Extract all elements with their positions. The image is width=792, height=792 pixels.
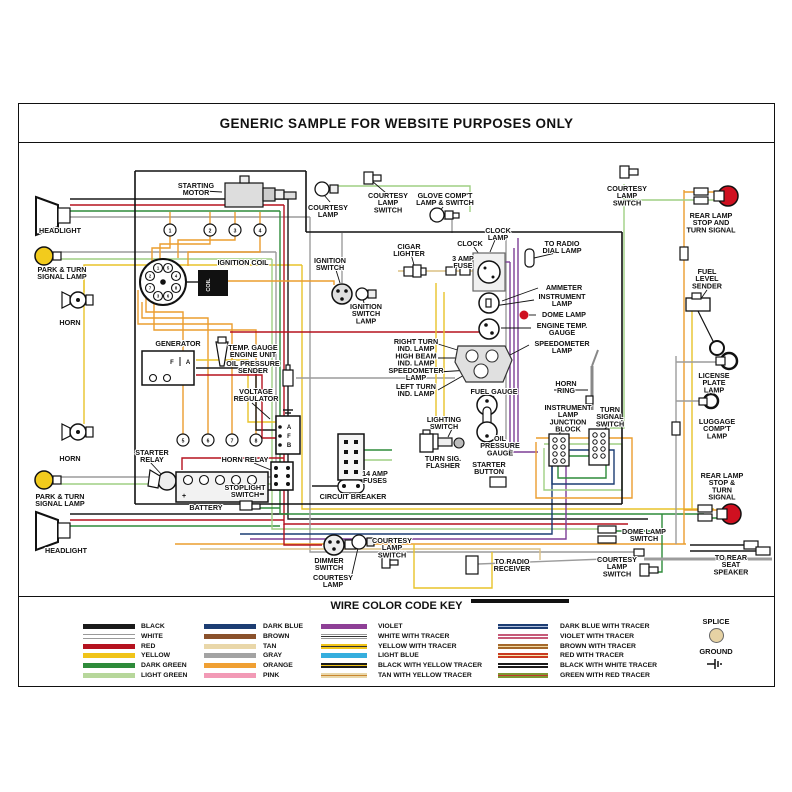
key-swatch-label: WHITE bbox=[141, 633, 163, 641]
label-lighting-switch: LIGHTING SWITCH bbox=[426, 415, 462, 432]
key-row bbox=[204, 661, 303, 671]
splice-label: SPLICE bbox=[702, 617, 730, 626]
page-title: GENERIC SAMPLE FOR WEBSITE PURPOSES ONLY bbox=[219, 115, 574, 131]
key-swatch bbox=[498, 644, 548, 649]
key-row bbox=[83, 641, 187, 651]
key-swatch bbox=[321, 653, 367, 658]
part: 2 bbox=[208, 228, 212, 235]
ground-icon bbox=[706, 657, 726, 671]
key-row bbox=[83, 661, 187, 671]
label-generator: GENERATOR bbox=[155, 339, 201, 348]
key-row bbox=[204, 641, 303, 651]
key-swatch bbox=[321, 624, 367, 629]
label-horn-relay: HORN RELAY bbox=[221, 455, 269, 464]
label-horn-bottom: HORN bbox=[59, 454, 81, 463]
key-swatch-label: GREEN WITH RED TRACER bbox=[560, 671, 650, 679]
part: 3 bbox=[156, 293, 160, 299]
key-row bbox=[204, 632, 303, 642]
part: 2 bbox=[148, 273, 152, 279]
part: F bbox=[287, 434, 291, 440]
key-swatch bbox=[204, 634, 256, 639]
label-park-turn-lamp-bottom: PARK & TURN SIGNAL LAMP bbox=[35, 492, 85, 509]
key-swatch-label: PINK bbox=[263, 671, 280, 679]
part: 8 bbox=[254, 438, 258, 445]
key-swatch-label: BLACK WITH YELLOW TRACER bbox=[378, 662, 483, 670]
diagram-frame bbox=[18, 103, 775, 687]
key-swatch bbox=[498, 673, 548, 678]
label-horn-ring: HORN RING bbox=[555, 379, 577, 396]
key-row bbox=[498, 661, 657, 671]
key-row bbox=[321, 651, 482, 661]
label-headlight-top: HEADLIGHT bbox=[39, 226, 81, 235]
key-swatch bbox=[498, 634, 548, 639]
label-ignition-coil: IGNITION COIL bbox=[217, 258, 269, 267]
coil-text: COIL bbox=[206, 278, 212, 292]
key-swatch bbox=[498, 653, 548, 658]
key-row bbox=[321, 661, 482, 671]
label-dimmer-switch: DIMMER SWITCH bbox=[314, 556, 344, 573]
part: 7 bbox=[148, 285, 152, 291]
part: 7 bbox=[230, 438, 234, 445]
label-engine-temp-gauge: ENGINE TEMP. GAUGE bbox=[536, 321, 588, 338]
label-turn-sig-flasher: TURN SIG. FLASHER bbox=[424, 454, 462, 471]
key-swatch bbox=[83, 663, 135, 668]
key-swatch bbox=[498, 663, 548, 668]
key-swatch-label: YELLOW WITH TRACER bbox=[378, 642, 457, 650]
key-row bbox=[321, 670, 482, 680]
title-bar bbox=[19, 104, 774, 143]
label-left-turn-ind-lamp: LEFT TURN IND. LAMP bbox=[396, 382, 436, 399]
key-swatch-label: GRAY bbox=[263, 652, 283, 660]
label-temp-gauge-engine-unit: TEMP. GAUGE ENGINE UNIT bbox=[228, 343, 278, 360]
part: 5 bbox=[166, 265, 170, 271]
key-swatch-label: WHITE WITH TRACER bbox=[378, 633, 450, 641]
label-rear-lamp-stop-turn-bottom: REAR LAMP STOP & TURN SIGNAL bbox=[700, 471, 744, 502]
part: 4 bbox=[258, 228, 262, 235]
key-swatch bbox=[498, 624, 548, 629]
label-starting-motor: STARTING MOTOR bbox=[177, 181, 215, 198]
part: A bbox=[185, 360, 191, 366]
key-swatch bbox=[83, 634, 135, 639]
key-row bbox=[498, 622, 657, 632]
label-ignition-switch-lamp: IGNITION SWITCH LAMP bbox=[350, 302, 382, 326]
key-swatch-label: DARK BLUE WITH TRACER bbox=[560, 623, 650, 631]
label-clock: CLOCK bbox=[457, 239, 483, 248]
label-courtesy-lamp-switch-top: COURTESY LAMP SWITCH bbox=[368, 191, 408, 215]
label-fuel-gauge: FUEL GAUGE bbox=[470, 387, 518, 396]
label-courtesy-lamp-top: COURTESY LAMP bbox=[308, 203, 348, 220]
key-swatch bbox=[321, 644, 367, 649]
label-courtesy-lamp-bottom: COURTESY LAMP bbox=[313, 573, 353, 590]
key-row bbox=[83, 651, 187, 661]
label-cluster-indicator-lamps: RIGHT TURN IND. LAMP HIGH BEAM IND. LAMP SPEEDOMETER LAMP bbox=[388, 337, 444, 382]
label-fuse-3amp: 3 AMP FUSE bbox=[452, 254, 474, 271]
label-rear-lamp-stop-turn-top: REAR LAMP STOP AND TURN SIGNAL bbox=[686, 211, 736, 235]
key-row bbox=[83, 622, 187, 632]
label-starter-button: STARTER BUTTON bbox=[472, 460, 506, 477]
label-to-radio-receiver: TO RADIO RECEIVER bbox=[493, 557, 531, 574]
part: 8 bbox=[174, 285, 178, 291]
key-row bbox=[498, 670, 657, 680]
label-to-rear-seat-speaker: TO REAR SEAT SPEAKER bbox=[713, 553, 749, 577]
key-swatch-label: VIOLET bbox=[378, 623, 403, 631]
splice-ground-legend bbox=[671, 617, 761, 671]
key-column-2 bbox=[204, 622, 303, 680]
key-swatch-label: BLACK bbox=[141, 623, 165, 631]
part: 3 bbox=[233, 228, 237, 235]
label-starter-relay: STARTER RELAY bbox=[135, 448, 169, 465]
key-swatch bbox=[204, 653, 256, 658]
key-swatch bbox=[321, 673, 367, 678]
label-dome-lamp: DOME LAMP bbox=[542, 310, 586, 319]
key-swatch-label: BLACK WITH WHITE TRACER bbox=[560, 662, 658, 670]
label-glove-compt-lamp-switch: GLOVE COMP'T LAMP & SWITCH bbox=[416, 191, 474, 208]
part: 6 bbox=[166, 293, 170, 299]
key-swatch-label: TAN bbox=[263, 642, 277, 650]
key-row bbox=[83, 632, 187, 642]
ground-label: GROUND bbox=[699, 647, 733, 656]
label-instrument-lamp: INSTRUMENT LAMP bbox=[538, 292, 586, 309]
key-row bbox=[204, 622, 303, 632]
key-swatch-label: RED bbox=[141, 642, 156, 650]
key-swatch-label: ORANGE bbox=[263, 662, 293, 670]
key-swatch-label: RED WITH TRACER bbox=[560, 652, 624, 660]
label-headlight-bottom: HEADLIGHT bbox=[45, 546, 87, 555]
key-column-4 bbox=[498, 622, 657, 680]
key-swatch bbox=[204, 673, 256, 678]
key-row bbox=[204, 670, 303, 680]
key-row bbox=[498, 632, 657, 642]
key-heading: WIRE COLOR CODE KEY bbox=[330, 600, 463, 612]
part: 5 bbox=[181, 438, 185, 445]
label-luggage-compt-lamp: LUGGAGE COMP'T LAMP bbox=[698, 417, 736, 441]
label-stoplight-switch: STOPLIGHT SWITCH bbox=[224, 483, 266, 500]
label-to-radio-dial-lamp: TO RADIO DIAL LAMP bbox=[542, 239, 582, 256]
label-instrument-lamp-junction-block: INSTRUMENT LAMP JUNCTION BLOCK bbox=[544, 403, 592, 434]
key-swatch-label: YELLOW bbox=[141, 652, 171, 660]
key-row bbox=[83, 670, 187, 680]
part: 1 bbox=[156, 265, 160, 271]
key-row bbox=[321, 622, 482, 632]
key-swatch bbox=[83, 644, 135, 649]
key-row bbox=[498, 651, 657, 661]
label-fuses-14amp: 14 AMP FUSES bbox=[362, 469, 388, 486]
label-cigar-lighter: CIGAR LIGHTER bbox=[393, 242, 425, 259]
label-courtesy-lamp-switch-top-right: COURTESY LAMP SWITCH bbox=[607, 184, 647, 208]
label-battery: BATTERY bbox=[189, 503, 223, 512]
label-courtesy-lamp-switch-bottom-right: COURTESY LAMP SWITCH bbox=[597, 555, 637, 579]
label-ammeter: AMMETER bbox=[545, 283, 583, 292]
label-voltage-regulator: VOLTAGE REGULATOR bbox=[233, 387, 279, 404]
part: B bbox=[286, 443, 292, 449]
key-row bbox=[498, 641, 657, 651]
key-accent-bar bbox=[471, 599, 569, 603]
key-swatch bbox=[83, 624, 135, 629]
label-dome-lamp-switch: DOME LAMP SWITCH bbox=[622, 527, 666, 544]
label-speedometer-lamp: SPEEDOMETER LAMP bbox=[534, 339, 590, 356]
label-park-turn-lamp-top: PARK & TURN SIGNAL LAMP bbox=[37, 265, 87, 282]
part: F bbox=[170, 360, 174, 366]
part: + bbox=[181, 493, 187, 500]
part: 6 bbox=[206, 438, 210, 445]
key-swatch bbox=[204, 624, 256, 629]
key-row bbox=[204, 651, 303, 661]
key-swatch-label: LIGHT BLUE bbox=[378, 652, 419, 660]
key-swatch bbox=[204, 663, 256, 668]
key-swatch bbox=[204, 644, 256, 649]
label-license-plate-lamp: LICENSE PLATE LAMP bbox=[698, 371, 730, 395]
splice-icon bbox=[709, 628, 724, 643]
key-swatch-label: VIOLET WITH TRACER bbox=[560, 633, 635, 641]
key-swatch bbox=[321, 634, 367, 639]
key-swatch bbox=[83, 673, 135, 678]
key-column-1 bbox=[83, 622, 187, 680]
part: A bbox=[286, 425, 292, 431]
key-swatch bbox=[321, 663, 367, 668]
key-swatch-label: TAN WITH YELLOW TRACER bbox=[378, 671, 472, 679]
wire-color-key-section bbox=[19, 596, 774, 686]
key-swatch-label: DARK GREEN bbox=[141, 662, 187, 670]
label-turn-signal-switch: TURN SIGNAL SWITCH bbox=[595, 405, 625, 429]
key-swatch-label: DARK BLUE bbox=[263, 623, 304, 631]
label-oil-pressure-sender: OIL PRESSURE SENDER bbox=[226, 359, 280, 376]
part: 4 bbox=[174, 273, 178, 279]
label-oil-pressure-gauge: OIL PRESSURE GAUGE bbox=[480, 434, 520, 458]
key-swatch-label: BROWN WITH TRACER bbox=[560, 642, 636, 650]
label-horn-top: HORN bbox=[59, 318, 81, 327]
part: 1 bbox=[168, 228, 172, 235]
label-courtesy-lamp-switch-bottom: COURTESY LAMP SWITCH bbox=[372, 536, 412, 560]
key-column-3 bbox=[321, 622, 482, 680]
label-clock-lamp: CLOCK LAMP bbox=[485, 226, 511, 243]
key-swatch-label: BROWN bbox=[263, 633, 290, 641]
key-swatch bbox=[83, 653, 135, 658]
label-fuel-level-sender: FUEL LEVEL SENDER bbox=[692, 267, 722, 291]
key-row bbox=[321, 641, 482, 651]
key-swatch-label: LIGHT GREEN bbox=[141, 671, 188, 679]
key-row bbox=[321, 632, 482, 642]
label-circuit-breaker: CIRCUIT BREAKER bbox=[319, 492, 387, 501]
label-ignition-switch: IGNITION SWITCH bbox=[314, 256, 346, 273]
